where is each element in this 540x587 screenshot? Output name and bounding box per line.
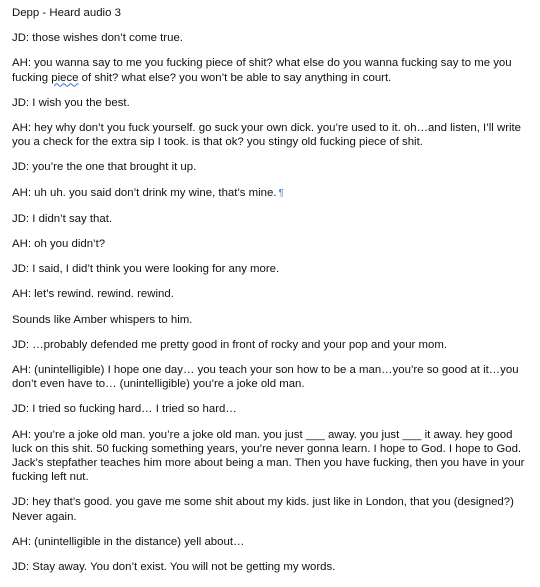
paragraph-2-text-c: of shit? what else? you won’t be able to say anything in court. <box>78 71 392 84</box>
document-title: Depp - Heard audio 3 <box>12 7 121 19</box>
paragraph-14: JD: I tried so fucking hard… I tried so hard… <box>12 403 237 416</box>
paragraph-7: JD: I didn’t say that. <box>12 212 113 225</box>
paragraph-1: JD: those wishes don’t come true. <box>12 32 183 45</box>
paragraph-12: JD: …probably defended me pretty good in front of rocky and your pop and your mom. <box>12 338 447 351</box>
paragraph-10: AH: let’s rewind. rewind. rewind. <box>12 288 174 301</box>
document-body[interactable] <box>12 6 528 585</box>
paragraph-5: JD: you’re the one that brought it up. <box>12 161 197 174</box>
spellcheck-flagged-word[interactable]: piece <box>51 71 79 84</box>
paragraph-9: JD: I said, I did’t think you were looking for any more. <box>12 263 280 276</box>
paragraph-4: AH: hey why don’t you fuck yourself. go suck your own dick. you’re used to it. oh…and listen, I’ll write you a check for the extra sip I took. is that ok? you stingy old fucking piece of shit. <box>12 122 522 149</box>
paragraph-15: AH: you’re a joke old man. you’re a joke old man. you just ___ away. you just ___ it away. hey good luck on this shit. 50 fucking something years, you’re never gonna learn. I hope to God. I hope to God. Jack’s stepfather teaches him more about being a man. Then you have fucking, then you have in your fucking left nut. <box>12 428 525 484</box>
paragraph-13: AH: (unintelligible) I hope one day… you teach your son how to be a man…you’re so good at it…you don’t even have to… (unintelligible) you’re a joke old man. <box>12 364 519 391</box>
paragraph-16: JD: hey that’s good. you gave me some shit about my kids. just like in London, that you (designed?) Never again. <box>12 496 514 523</box>
paragraph-18: JD: Stay away. You don’t exist. You will not be getting my words. <box>12 561 336 574</box>
paragraph-2-text-a: AH: you wanna say to me you fucking piece of shit? what else do you wanna fucking say to me you fucking <box>12 57 512 84</box>
paragraph-6-text: AH: uh uh. you said don’t drink my wine, that’s mine. <box>12 186 277 199</box>
paragraph-2 <box>12 56 528 84</box>
paragraph-8: AH: oh you didn’t? <box>12 238 106 251</box>
paragraph-11: Sounds like Amber whispers to him. <box>12 313 193 326</box>
paragraph-3: JD: I wish you the best. <box>12 96 130 109</box>
pilcrow-icon: ¶ <box>278 187 284 199</box>
paragraph-6 <box>12 186 528 201</box>
paragraph-17: AH: (unintelligible in the distance) yell about… <box>12 535 245 548</box>
